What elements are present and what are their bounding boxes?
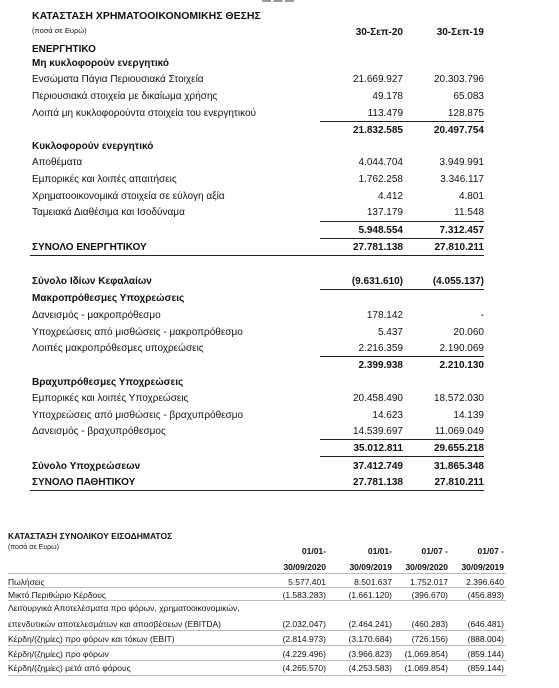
row-label: Κέρδη/(ζημίες) προ φόρων και τόκων (EBIT)	[8, 634, 175, 644]
row-label: Μικτό Περιθώριο Κέρδους	[8, 590, 106, 600]
divider	[8, 630, 506, 631]
row-value-4: 2.396.640	[466, 577, 504, 587]
row-value-4: (646.481)	[467, 619, 504, 629]
total-liabilities-label: Σύνολο Υποχρεώσεων	[32, 461, 141, 472]
row-value-3: (726.156)	[411, 634, 448, 644]
income-units: (ποσά σε Ευρώ)	[8, 544, 59, 551]
current-header: Κυκλοφορούν ενεργητικό	[32, 141, 154, 152]
equity-label: Σύνολο Ιδίων Κεφαλαίων	[32, 276, 152, 287]
top-cut-text	[262, 0, 294, 4]
total-equity-liab-1: 27.781.138	[352, 477, 403, 488]
row-label: Λοιπές μακροπρόθεσμες υποχρεώσεις	[32, 343, 204, 354]
row-value-1: 21.669.927	[352, 74, 403, 85]
row-value-1: 1.762.258	[358, 174, 403, 185]
divider	[8, 645, 506, 646]
row-label: Εμπορικές και λοιπές απαιτήσεις	[32, 174, 177, 185]
row-label: Ταμειακά Διαθέσιμα και Ισοδύναμα	[32, 207, 185, 218]
row-value-2: (2.464.241)	[348, 619, 392, 629]
divider	[320, 121, 484, 122]
row-value-4: (859.144)	[467, 649, 504, 659]
row-value-2: (3.170.684)	[348, 634, 392, 644]
row-label: Κέρδη/(ζημίες) μετά από φόρους	[8, 663, 131, 673]
row-value-1: 5.437	[377, 327, 403, 338]
row-value-1: 4.044.704	[358, 157, 403, 168]
row-value-1: 5.577.401	[288, 577, 326, 587]
row-value-3: (460.283)	[411, 619, 448, 629]
row-value-2: 4.801	[458, 191, 484, 202]
divider	[320, 439, 484, 440]
total-assets-label: ΣΥΝΟΛΟ ΕΝΕΡΓΗΤΙΚΟΥ	[32, 242, 147, 253]
shortterm-header: Βραχυπρόθεσμες Υποχρεώσεις	[32, 377, 184, 388]
divider	[320, 238, 484, 239]
row-value-2: 11.069.049	[434, 426, 484, 437]
row-label: Λοιπά μη κυκλοφορούντα στοιχεία του ενεργητικού	[32, 108, 257, 119]
row-value-1: (1.583.283)	[282, 590, 326, 600]
total-equity-liab-2: 27.810.211	[434, 477, 484, 488]
divider	[8, 573, 506, 574]
income-col2-header-b: 30/09/2019	[349, 562, 392, 572]
row-label: Χρηματοοικονομικά στοιχεία σε εύλογη αξία	[32, 191, 225, 202]
longterm-total-2: 2.210.130	[439, 360, 484, 371]
longterm-total-1: 2.399.938	[358, 360, 403, 371]
equity-1: (9.631.610)	[351, 276, 403, 287]
row-value-3: (1.069.854)	[404, 663, 448, 673]
divider	[320, 356, 484, 357]
row-value-1: 49.178	[372, 91, 403, 102]
income-col1-header-b: 30/09/2020	[283, 562, 326, 572]
row-label: Δανεισμός - βραχυπρόθεσμος	[32, 426, 166, 437]
row-value-4: (859.144)	[467, 663, 504, 673]
balance-units: (ποσά σε Ευρώ)	[32, 26, 87, 35]
divider	[30, 490, 484, 491]
row-value-1: (4.265.570)	[282, 663, 326, 673]
balance-col1-header: 30-Σεπ-20	[355, 27, 403, 38]
income-col3-header-a: 01/07 -	[421, 546, 448, 556]
row-value-2: 11.548	[454, 207, 484, 218]
row-label: Εμπορικές και λοιπές Υποχρεώσεις	[32, 393, 189, 404]
divider	[30, 255, 484, 256]
row-value-1: 113.479	[367, 108, 403, 119]
total-equity-liab-label: ΣΥΝΟΛΟ ΠΑΘΗΤΙΚΟΥ	[32, 477, 136, 488]
total-liabilities-2: 31.865.348	[433, 461, 484, 472]
total-assets-1: 27.781.138	[352, 242, 403, 253]
divider	[320, 221, 484, 222]
row-label: Αποθέματα	[32, 157, 83, 168]
row-value-4: (456.893)	[467, 590, 504, 600]
row-value-1: 178.142	[366, 310, 403, 321]
row-value-2: 3.346.117	[440, 174, 484, 185]
row-label: Υποχρεώσεις από μισθώσεις - μακροπρόθεσμο	[32, 327, 243, 338]
row-value-3: (396.670)	[411, 590, 448, 600]
longterm-header: Μακροπρόθεσμες Υποχρεώσεις	[32, 293, 185, 304]
row-value-4: (888.004)	[467, 634, 504, 644]
equity-2: (4.055.137)	[432, 276, 484, 287]
row-value-2: 20.060	[453, 327, 484, 338]
row-value-2: (1.661.120)	[348, 590, 392, 600]
row-value-1: 137.179	[366, 207, 403, 218]
noncurrent-total-2: 20.497.754	[433, 125, 484, 136]
row-label: Δανεισμός - μακροπρόθεσμο	[32, 310, 161, 321]
income-col4-header-b: 30/09/2019	[461, 562, 504, 572]
total-assets-2: 27.810.211	[434, 242, 484, 253]
divider	[8, 600, 506, 601]
row-value-2: 18.572.030	[433, 393, 484, 404]
row-value-2: 3.949.991	[439, 157, 484, 168]
row-value-2: (3.966.823)	[348, 649, 392, 659]
current-total-1: 5.948.554	[358, 225, 403, 236]
row-value-1: 2.216.359	[358, 343, 403, 354]
row-value-2: 14.139	[453, 410, 484, 421]
shortterm-total-1: 35.012.811	[353, 443, 403, 454]
row-value-1: 14.623	[372, 410, 403, 421]
total-liabilities-1: 37.412.749	[352, 461, 403, 472]
row-value-1: 20.458.490	[352, 393, 403, 404]
income-title: ΚΑΤΑΣΤΑΣΗ ΣΥΝΟΛΙΚΟΥ ΕΙΣΟΔΗΜΑΤΟΣ	[8, 531, 173, 541]
row-label: Πωλήσεις	[8, 577, 45, 587]
shortterm-total-2: 29.655.218	[433, 443, 484, 454]
row-value-2: (4.253.583)	[348, 663, 392, 673]
income-col3-header-b: 30/09/2020	[405, 562, 448, 572]
balance-col2-header: 30-Σεπ-19	[436, 27, 484, 38]
row-value-2: 20.303.796	[433, 74, 484, 85]
row-label: Ενσώματα Πάγια Περιουσιακά Στοιχεία	[32, 74, 204, 85]
row-value-2: 65.083	[453, 91, 484, 102]
noncurrent-header: Μη κυκλοφορούν ενεργητικό	[32, 58, 169, 69]
row-label: επενδυτικών αποτελεσμάτων και αποσβέσεων (EBITDA)	[8, 619, 221, 629]
income-col4-header-a: 01/07 -	[477, 546, 504, 556]
row-value-1: 14.539.697	[352, 426, 403, 437]
row-value-2: 128.875	[447, 108, 484, 119]
income-col1-header-a: 01/01-	[301, 546, 326, 556]
row-label: Κέρδη/(ζημίες) προ φόρων	[8, 649, 109, 659]
income-col2-header-a: 01/01-	[367, 546, 392, 556]
current-total-2: 7.312.457	[439, 225, 484, 236]
row-value-1: 4.412	[377, 191, 403, 202]
divider	[8, 675, 506, 676]
row-value-1: (2.032.047)	[282, 619, 326, 629]
row-label: Υποχρεώσεις από μισθώσεις - βραχυπρόθεσμο	[32, 410, 244, 421]
divider	[8, 587, 506, 588]
row-label: Λειτουργικά Αποτελέσματα προ φόρων, χρηματοοικονομικών,	[8, 603, 240, 613]
row-value-1: (2.814.973)	[282, 634, 326, 644]
row-value-2: -	[480, 310, 484, 321]
row-value-2: 8.501.637	[354, 577, 392, 587]
divider	[320, 456, 484, 457]
assets-header: ΕΝΕΡΓΗΤΙΚΟ	[32, 44, 96, 55]
noncurrent-total-1: 21.832.585	[352, 125, 403, 136]
row-value-3: 1.752.017	[410, 577, 448, 587]
divider	[320, 289, 484, 290]
row-label: Περιουσιακά στοιχεία με δικαίωμα χρήσης	[32, 91, 218, 102]
row-value-3: (1.069.854)	[404, 649, 448, 659]
balance-title: ΚΑΤΑΣΤΑΣΗ ΧΡΗΜΑΤΟΟΙΚΟΝΟΜΙΚΗΣ ΘΕΣΗΣ	[32, 10, 261, 22]
row-value-2: 2.190.069	[439, 343, 484, 354]
row-value-1: (4.229.496)	[282, 649, 326, 659]
divider	[8, 660, 506, 661]
